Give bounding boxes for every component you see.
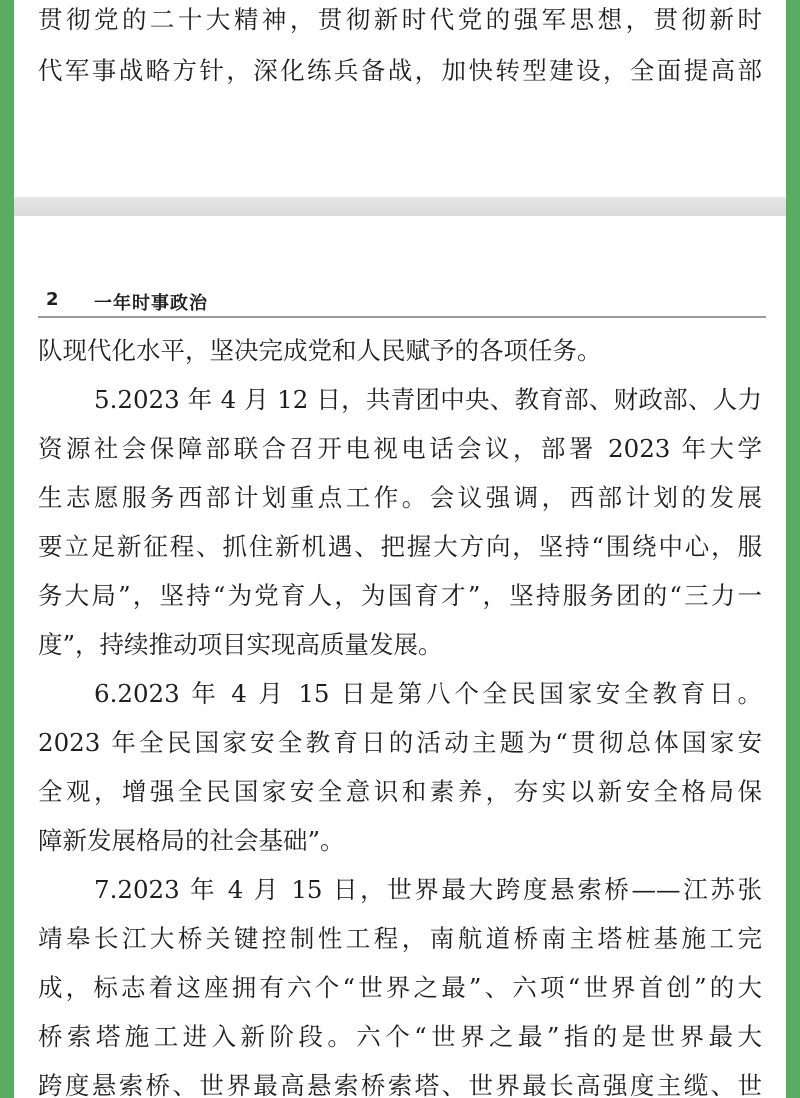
- text-line: 贯彻党的二十大精神，贯彻新时代党的强军思想，贯彻新时: [38, 5, 762, 34]
- paragraph-start: 6.2023 年 4 月 15 日是第八个全民国家安全教育日。: [94, 679, 762, 708]
- text-line: 成，标志着这座拥有六个“世界之最”、六项“世界首创”的大: [38, 973, 762, 1002]
- top-page: [14, 0, 786, 197]
- page-gap: [14, 197, 786, 216]
- text-line: 2023 年全民国家安全教育日的活动主题为“贯彻总体国家安: [38, 728, 762, 757]
- text-line: 靖皋长江大桥关键控制性工程，南航道桥南主塔桩基施工完: [38, 924, 762, 953]
- text-line: 度”，持续推动项目实现高质量发展。: [38, 630, 443, 659]
- paragraph-start: 5.2023 年 4 月 12 日，共青团中央、教育部、财政部、人力: [94, 385, 762, 414]
- paragraph-start: 7.2023 年 4 月 15 日，世界最大跨度悬索桥——江苏张: [94, 875, 762, 904]
- page-number: 2: [46, 289, 59, 310]
- text-line: 务大局”，坚持“为党育人，为国育才”，坚持服务团的“三力一: [38, 581, 762, 610]
- text-line: 桥索塔施工进入新阶段。六个“世界之最”指的是世界最大: [38, 1022, 762, 1051]
- text-line: 要立足新征程、抓住新机遇、把握大方向，坚持“围绕中心，服: [38, 532, 762, 561]
- running-title: 一年时事政治: [94, 293, 208, 314]
- text-line: 代军事战略方针，深化练兵备战，加快转型建设，全面提高部: [38, 56, 762, 85]
- text-line: 队现代化水平，坚决完成党和人民赋予的各项任务。: [38, 336, 602, 365]
- text-line: 资源社会保障部联合召开电视电话会议，部署 2023 年大学: [38, 434, 762, 463]
- text-line: 全观，增强全民国家安全意识和素养，夯实以新安全格局保: [38, 777, 762, 806]
- bottom-page: [14, 216, 786, 1098]
- running-header: [38, 288, 766, 318]
- text-line: 生志愿服务西部计划重点工作。会议强调，西部计划的发展: [38, 483, 762, 512]
- text-line: 跨度悬索桥、世界最高悬索桥索塔、世界最长高强度主缆、世: [38, 1071, 762, 1098]
- text-line: 障新发展格局的社会基础”。: [38, 826, 345, 855]
